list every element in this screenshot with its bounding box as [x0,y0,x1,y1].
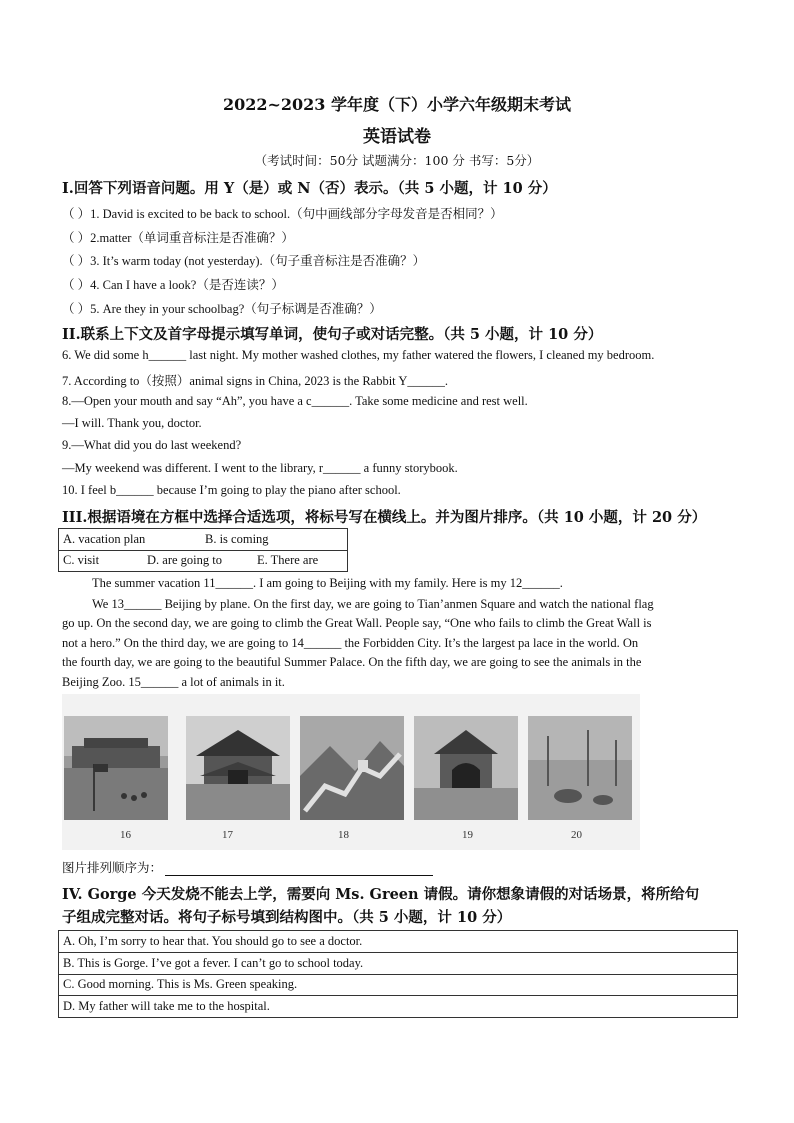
question-3: （ ）3. It’s warm today (not yesterday).（句子重音标注是否准确？） [62,254,426,268]
section-2-heading: II.联系上下文及首字母提示填写单词，使句子或对话完整。（共 5 小题，计 10 分） [62,326,603,343]
dialogue-options-box [58,930,738,1018]
question-9: 9.—What did you do last weekend? [62,438,242,452]
passage-line-3: go up. On the second day, we are going to climb the Great Wall. People say, “One who fails to climb the Great Wall is [62,616,652,630]
dialogue-option-d: D. My father will take me to the hospital. [63,999,270,1013]
passage-line-6: Beijing Zoo. 15______ a lot of animals in it. [62,675,285,689]
option-b: B. is coming [205,532,269,546]
photo-strip [62,694,640,850]
question-6: 6. We did some h______ last night. My mother washed clothes, my father watered the flowers, I cleaned my bedroom. [62,348,655,362]
photo-number-20: 20 [571,829,582,841]
question-5: （ ）5. Are they in your schoolbag?（句子标调是否准确？） [62,302,382,316]
photo-order-blank[interactable] [165,863,433,876]
section-4-heading-line-2: 子组成完整对话。将句子标号填到结构图中。（共 5 小题，计 10 分） [62,909,512,926]
question-8-reply: —I will. Thank you, doctor. [62,416,202,430]
exam-title: 2022~2023 学年度（下）小学六年级期末考试 [222,95,572,114]
photo-number-17: 17 [222,829,233,841]
photo-order-line [62,858,433,876]
section-1-heading: I.回答下列语音问题。用 Y（是）或 N（否）表示。（共 5 小题，计 10 分） [62,180,557,197]
tiananmen-square-photo [64,716,168,820]
exam-subtitle: 英语试卷 [363,127,431,147]
photo-number-19: 19 [462,829,473,841]
option-c: C. visit [63,553,100,567]
question-1: （ ）1. David is excited to be back to school.（句中画线部分字母发音是否相同？） [62,207,503,221]
passage-line-1: The summer vacation 11______. I am going to Beijing with my family. Here is my 12______. [92,576,563,590]
option-e: E. There are [257,553,319,567]
photo-order-label: 图片排列顺序为： [62,861,163,875]
options-box [58,528,348,572]
photo-number-16: 16 [120,829,131,841]
section-3-heading: III.根据语境在方框中选择合适选项，将标号写在横线上。并为图片排序。（共 10 小题，计 20 分） [62,509,707,526]
section-4-heading-line-1: IV. Gorge 今天发烧不能去上学，需要向 Ms. Green 请假。请你想象请假的对话场景，将所给句 [62,886,700,903]
exam-info: （考试时间：50分 试题满分：100 分 书写：5分） [254,153,540,168]
passage-line-4: not a hero.” On the third day, we are going to 14______ the Forbidden City. It’s the largest pa lace in the world. On [62,636,639,650]
passage-line-2: We 13______ Beijing by plane. On the first day, we are going to Tian’anmen Square and watch the national flag [92,597,654,611]
dialogue-option-a: A. Oh, I’m sorry to hear that. You should go to see a doctor. [63,934,363,948]
option-d: D. are going to [147,553,222,567]
great-wall-photo [300,716,404,820]
dialogue-option-c: C. Good morning. This is Ms. Green speaking. [63,977,298,991]
photo-number-18: 18 [338,829,349,841]
passage-line-5: the fourth day, we are going to the beautiful Summer Palace. On the fifth day, we are going to see the animals in the [62,655,642,669]
question-2: （ ）2.matter（单词重音标注是否准确？） [62,231,294,245]
question-8: 8.—Open your mouth and say “Ah”, you have a c______. Take some medicine and rest well. [62,394,528,408]
question-4: （ ）4. Can I have a look?（是否连读？） [62,278,284,292]
question-10: 10. I feel b______ because I’m going to play the piano after school. [62,483,401,497]
beijing-zoo-photo [528,716,632,820]
forbidden-city-photo [186,716,290,820]
option-a: A. vacation plan [63,532,146,546]
question-7: 7. According to（按照）animal signs in China, 2023 is the Rabbit Y______. [62,374,448,388]
question-9-reply: —My weekend was different. I went to the library, r______ a funny storybook. [62,461,458,475]
summer-palace-photo [414,716,518,820]
dialogue-option-b: B. This is Gorge. I’ve got a fever. I can’t go to school today. [63,956,364,970]
